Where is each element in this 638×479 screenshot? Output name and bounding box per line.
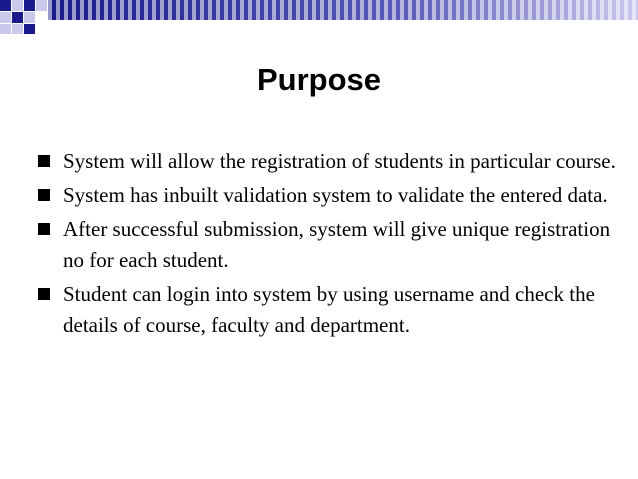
list-item	[38, 146, 618, 177]
bullet-text: Student can login into system by using username and check the details of course, faculty and department.	[63, 282, 595, 337]
header-decoration	[0, 0, 638, 34]
bullet-text: System has inbuilt validation system to validate the entered data.	[63, 183, 608, 207]
list-item	[38, 214, 618, 276]
slide-title	[0, 62, 638, 98]
square-bullet-icon	[38, 223, 50, 235]
square-bullet-icon	[38, 288, 50, 300]
square-bullet-icon	[38, 155, 50, 167]
square-bullet-icon	[38, 189, 50, 201]
list-item	[38, 279, 618, 341]
slide-title-text: Purpose	[256, 62, 382, 97]
bullet-text: After successful submission, system will give unique registration no for each student.	[63, 217, 611, 272]
list-item	[38, 180, 618, 211]
bullet-text: System will allow the registration of students in particular course.	[63, 149, 616, 173]
bullet-list	[38, 146, 618, 344]
